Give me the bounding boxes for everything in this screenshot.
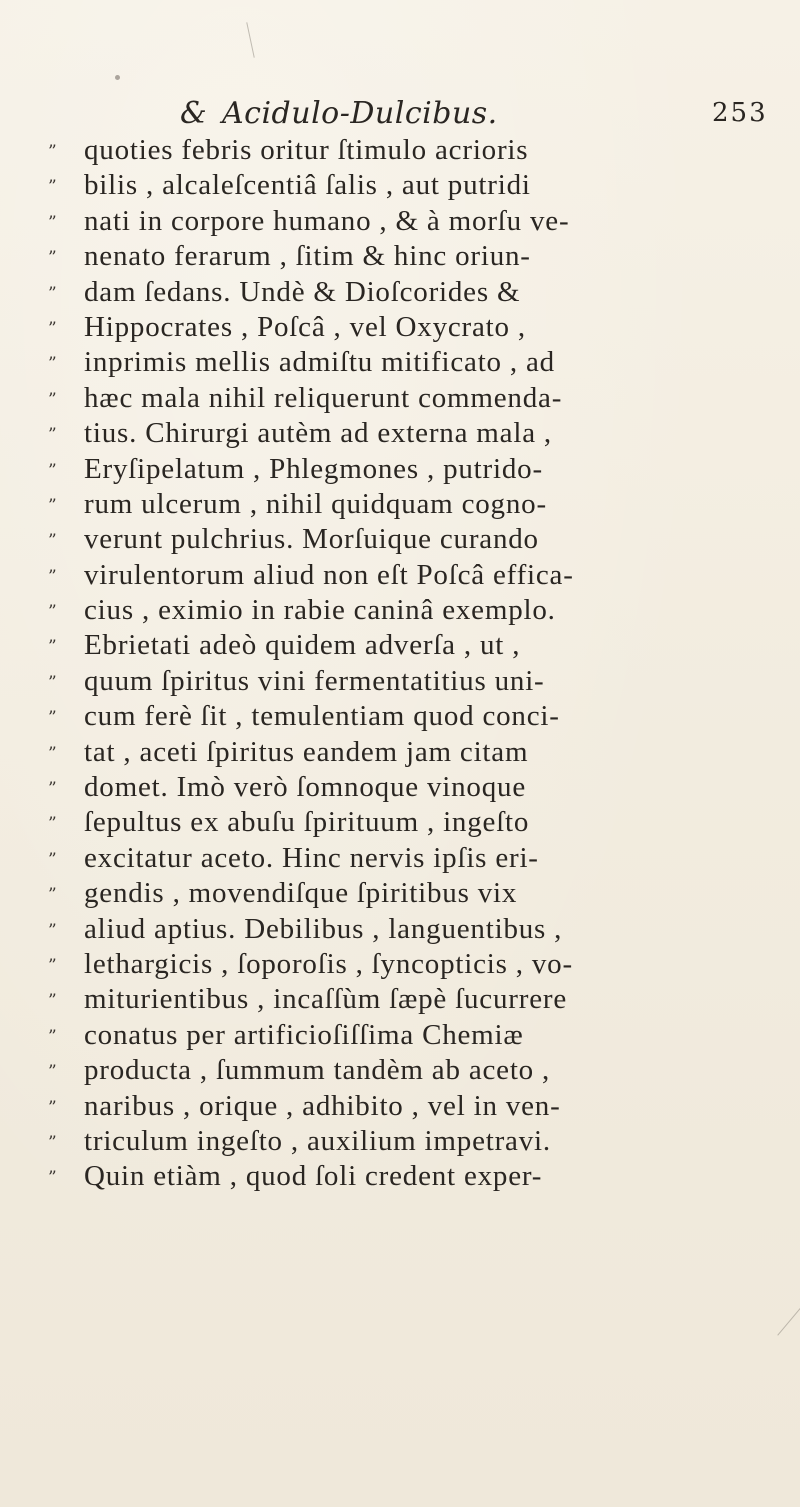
quote-mark: ” [48, 743, 56, 764]
line-text: inprimis mellis admiſtu mitificato , ad [84, 346, 555, 379]
text-line [0, 1053, 800, 1088]
text-line [0, 841, 800, 876]
text-line [0, 628, 800, 663]
text-line [0, 912, 800, 947]
text-line [0, 805, 800, 840]
line-text: Hippocrates , Poſcâ , vel Oxycrato , [84, 310, 526, 343]
text-line [0, 664, 800, 699]
quote-mark: ” [48, 1026, 56, 1047]
quote-mark: ” [48, 248, 56, 269]
quote-mark: ” [48, 708, 56, 729]
text-line [0, 1089, 800, 1124]
quote-mark: ” [48, 1097, 56, 1118]
quote-mark: ” [48, 283, 56, 304]
line-text: conatus per artificioſiſſima Chemiæ [84, 1018, 524, 1051]
line-text: virulentorum aliud non eſt Poſcâ effica- [84, 558, 574, 591]
quote-mark: ” [48, 814, 56, 835]
text-line [0, 275, 800, 310]
line-text: gendis , movendiſque ſpiritibus vix [84, 877, 518, 910]
text-line [0, 452, 800, 487]
quote-mark: ” [48, 1062, 56, 1083]
paper-scratch [246, 22, 254, 57]
running-title: Acidulo-Dulcibus. [222, 96, 498, 131]
text-line [0, 558, 800, 593]
line-text: triculum ingeſto , auxilium impetravi. [84, 1124, 551, 1157]
text-line [0, 133, 800, 168]
paper-scratch [777, 1304, 800, 1335]
text-line [0, 239, 800, 274]
line-text: rum ulcerum , nihil quidquam cogno- [84, 487, 547, 520]
text-line [0, 1124, 800, 1159]
text-line [0, 876, 800, 911]
line-text: naribus , orique , adhibito , vel in ven- [84, 1089, 561, 1122]
quote-mark: ” [48, 389, 56, 410]
body-text [0, 133, 800, 1195]
text-line [0, 982, 800, 1017]
line-text: excitatur aceto. Hinc nervis ipſis eri- [84, 841, 539, 874]
quote-mark: ” [48, 955, 56, 976]
quote-mark: ” [48, 566, 56, 587]
text-line [0, 381, 800, 416]
quote-mark: ” [48, 495, 56, 516]
line-text: verunt pulchrius. Morſuique curando [84, 523, 539, 556]
text-line [0, 593, 800, 628]
line-text: Quin etiàm , quod ſoli credent exper- [84, 1160, 543, 1193]
quote-mark: ” [48, 637, 56, 658]
text-line [0, 168, 800, 203]
line-text: lethargicis , ſoporoſis , ſyncopticis , vo- [84, 947, 573, 980]
quote-mark: ” [48, 672, 56, 693]
text-line [0, 204, 800, 239]
line-text: aliud aptius. Debilibus , languentibus , [84, 912, 563, 945]
line-text: bilis , alcaleſcentiâ ſalis , aut putridi [84, 169, 531, 202]
quote-mark: ” [48, 212, 56, 233]
text-line [0, 310, 800, 345]
line-text: producta , ſummum tandèm ab aceto , [84, 1054, 551, 1087]
text-line [0, 699, 800, 734]
line-text: Eryſipelatum , Phlegmones , putrido- [84, 452, 543, 485]
quote-mark: ” [48, 602, 56, 623]
quote-mark: ” [48, 1132, 56, 1153]
quote-mark: ” [48, 142, 56, 162]
quote-mark: ” [48, 354, 56, 375]
text-line [0, 735, 800, 770]
text-line [0, 947, 800, 982]
quote-mark: ” [48, 991, 56, 1012]
line-text: hæc mala nihil reliquerunt commenda- [84, 381, 563, 414]
text-line [0, 1159, 800, 1194]
paper-speck [115, 75, 120, 80]
text-line [0, 522, 800, 557]
line-text: quoties febris oritur ſtimulo acrioris [84, 134, 529, 166]
page-number: 253 [712, 98, 768, 128]
line-text: cius , eximio in rabie caninâ exemplo. [84, 594, 556, 627]
quote-mark: ” [48, 779, 56, 800]
line-text: ſepultus ex abuſu ſpirituum , ingeſto [84, 806, 530, 839]
line-text: Ebrietati adeò quidem adverſa , ut , [84, 629, 521, 662]
quote-mark: ” [48, 920, 56, 941]
line-text: tius. Chirurgi autèm ad externa mala , [84, 417, 552, 450]
text-line [0, 487, 800, 522]
quote-mark: ” [48, 318, 56, 339]
quote-mark: ” [48, 531, 56, 552]
quote-mark: ” [48, 425, 56, 446]
page-header [0, 94, 800, 134]
quote-mark: ” [48, 177, 56, 198]
line-text: cum ferè ſit , temulentiam quod conci- [84, 700, 560, 733]
line-text: dam ſedans. Undè & Dioſcorides & [84, 275, 521, 308]
line-text: nenato ferarum , ſitim & hinc oriun- [84, 240, 531, 273]
quote-mark: ” [48, 885, 56, 906]
text-line [0, 1018, 800, 1053]
line-text: domet. Imò verò ſomnoque vinoque [84, 771, 526, 804]
quote-mark: ” [48, 460, 56, 481]
text-line [0, 770, 800, 805]
quote-mark: ” [48, 849, 56, 870]
line-text: quum ſpiritus vini fermentatitius uni- [84, 664, 545, 697]
line-text: miturientibus , incaſſùm ſæpè ſucurrere [84, 983, 567, 1016]
text-line [0, 345, 800, 380]
header-ampersand: & [180, 96, 207, 131]
line-text: nati in corpore humano , & à morſu ve- [84, 204, 570, 237]
text-line [0, 416, 800, 451]
quote-mark: ” [48, 1168, 56, 1189]
line-text: tat , aceti ſpiritus eandem jam citam [84, 735, 529, 768]
